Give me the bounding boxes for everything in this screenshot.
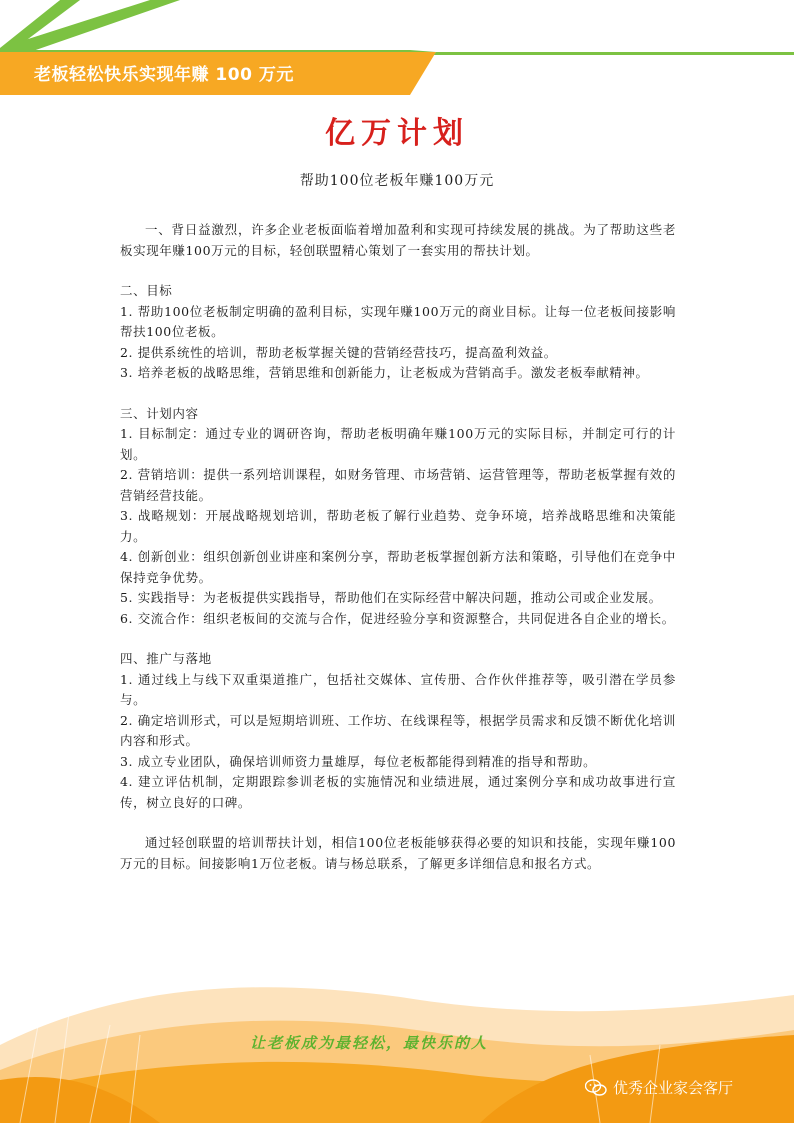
list-item: 3. 战略规划：开展战略规划培训，帮助老板了解行业趋势、竞争环境，培养战略思维和决策能力。 xyxy=(120,508,676,544)
section-heading-goals: 二、目标 xyxy=(120,283,173,298)
list-item: 5. 实践指导：为老板提供实践指导，帮助他们在实际经营中解决问题，推动公司或企业发展。 xyxy=(120,590,662,605)
list-item: 2. 确定培训形式，可以是短期培训班、工作坊、在线课程等，根据学员需求和反馈不断优化培训内容和形式。 xyxy=(120,712,676,748)
list-item: 2. 营销培训：提供一系列培训课程，如财务管理、市场营销、运营管理等，帮助老板掌握有效的营销经营技能。 xyxy=(120,467,676,503)
wechat-account-name: 优秀企业家会客厅 xyxy=(613,1079,734,1097)
page-subtitle: 帮助100位老板年赚100万元 xyxy=(299,173,495,189)
document-body xyxy=(120,220,676,874)
list-item: 2. 提供系统性的培训，帮助老板掌握关键的营销经营技巧，提高盈利效益。 xyxy=(120,344,557,360)
section-heading-plan: 三、计划内容 xyxy=(120,405,199,421)
list-item: 3. 培养老板的战略思维，营销思维和创新能力，让老板成为营销高手。激发老板奉献精神。 xyxy=(120,365,649,380)
list-item: 1. 目标制定：通过专业的调研咨询，帮助老板明确年赚100万元的实际目标，并制定可行的计划。 xyxy=(120,426,676,462)
header-banner-shape xyxy=(0,0,794,100)
section-heading-promotion: 四、推广与落地 xyxy=(120,651,212,666)
wechat-icon xyxy=(585,1079,607,1097)
header-banner xyxy=(0,0,794,100)
list-item: 3. 成立专业团队，确保培训师资力量雄厚，每位老板都能得到精准的指导和帮助。 xyxy=(120,753,597,769)
list-item: 1. 通过线上与线下双重渠道推广，包括社交媒体、宣传册、合作伙伴推荐等，吸引潜在学员参与。 xyxy=(120,671,676,707)
page-title: 亿万计划 xyxy=(325,116,469,151)
wechat-account xyxy=(585,1077,733,1098)
footer-slogan: 让老板成为最轻松，最快乐的人 xyxy=(250,1034,489,1052)
list-item: 4. 创新创业：组织创新创业讲座和案例分享，帮助老板掌握创新方法和策略，引导他们在竞争中保持竞争优势。 xyxy=(120,549,676,585)
list-item: 1. 帮助100位老板制定明确的盈利目标，实现年赚100万元的商业目标。让每一位老板间接影响帮扶100位老板。 xyxy=(120,303,676,339)
intro-paragraph: 一、背日益激烈，许多企业老板面临着增加盈利和实现可持续发展的挑战。为了帮助这些老板实现年赚100万元的目标，轻创联盟精心策划了一套实用的帮扶计划。 xyxy=(120,222,676,258)
header-banner-text: 老板轻松快乐实现年赚 100 万元 xyxy=(34,65,294,85)
conclusion-paragraph: 通过轻创联盟的培训帮扶计划，相信100位老板能够获得必要的知识和技能，实现年赚100万元的目标。间接影响1万位老板。请与杨总联系，了解更多详细信息和报名方式。 xyxy=(120,835,676,871)
list-item: 6. 交流合作：组织老板间的交流与合作，促进经验分享和资源整合，共同促进各自企业的增长。 xyxy=(120,610,675,626)
list-item: 4. 建立评估机制，定期跟踪参训老板的实施情况和业绩进展，通过案例分享和成功故事进行宣传，树立良好的口碑。 xyxy=(120,774,676,810)
